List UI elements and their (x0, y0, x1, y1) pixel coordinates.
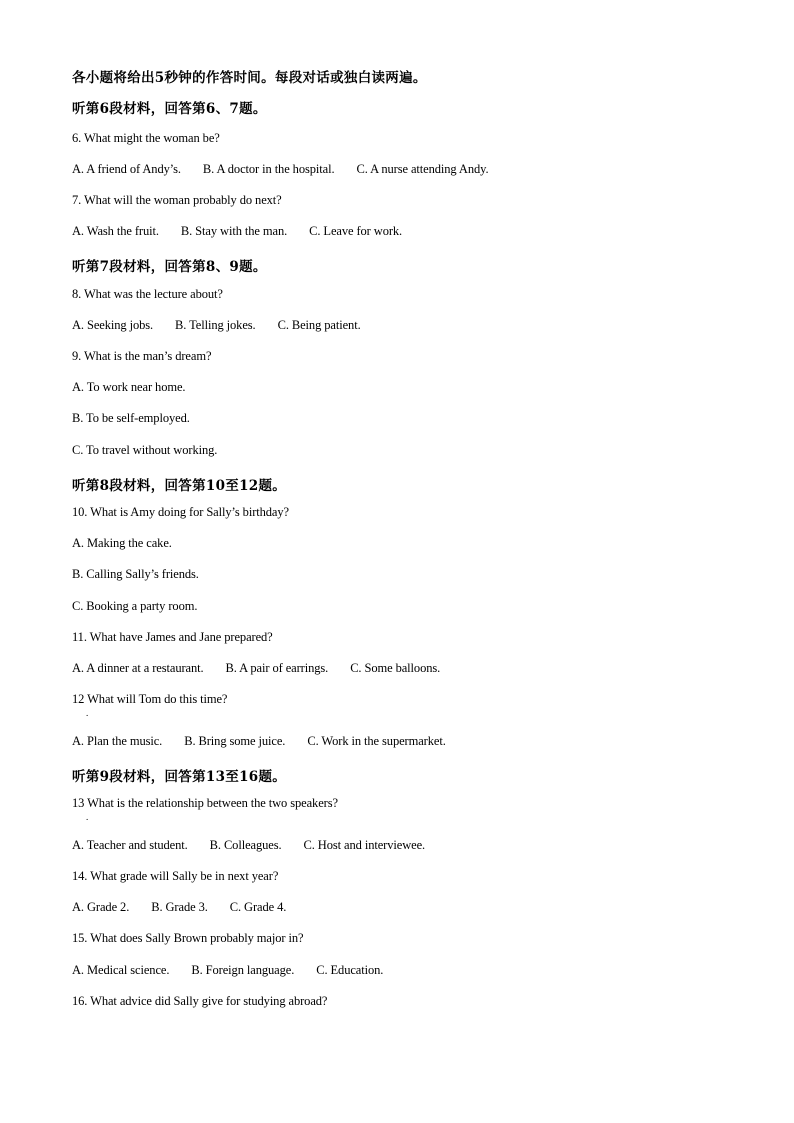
option-a: A. A friend of Andy’s. (72, 162, 181, 176)
option-a: A. Grade 2. (72, 900, 130, 914)
option-b: B. A pair of earrings. (225, 661, 329, 675)
section-heading: 听第9段材料，回答第13至16题。 (72, 769, 287, 785)
option-b: B. Bring some juice. (184, 734, 286, 748)
option-b: B. Stay with the man. (180, 224, 288, 238)
intro-text: 各小题将给出5秒钟的作答时间。每段对话或独白读两遍。 (72, 70, 427, 86)
question-11-options (72, 661, 440, 676)
question-15: 15. What does Sally Brown probably major in? (72, 931, 304, 945)
section-heading: 听第8段材料，回答第10至12题。 (72, 478, 287, 494)
question-14: 14. What grade will Sally be in next year? (72, 869, 279, 883)
option-c: C. Grade 4. (229, 900, 287, 914)
option-c: C. Some balloons. (350, 661, 441, 675)
question-10-option-b: B. Calling Sally’s friends. (72, 567, 199, 581)
question-10: 10. What is Amy doing for Sally’s birthday? (72, 505, 289, 519)
question-9-option-c: C. To travel without working. (72, 443, 218, 457)
question-13: 13 What is the relationship between the two speakers? (72, 796, 338, 810)
option-b: B. Telling jokes. (175, 318, 256, 332)
question-16: 16. What advice did Sally give for studying abroad? (72, 994, 328, 1008)
option-a: A. Plan the music. (72, 734, 163, 748)
option-a: A. Wash the fruit. (72, 224, 159, 238)
question-15-options (72, 963, 383, 978)
question-11: 11. What have James and Jane prepared? (72, 630, 273, 644)
option-a: A. Medical science. (72, 963, 170, 977)
stray-dot: . (86, 708, 89, 718)
question-12: 12 What will Tom do this time? (72, 692, 228, 706)
option-c: C. Education. (316, 963, 384, 977)
option-c: C. Being patient. (277, 318, 361, 332)
question-9: 9. What is the man’s dream? (72, 349, 212, 363)
question-10-option-c: C. Booking a party room. (72, 599, 198, 613)
question-6-options (72, 162, 489, 177)
question-8: 8. What was the lecture about? (72, 287, 223, 301)
question-13-options (72, 838, 425, 853)
question-6: 6. What might the woman be? (72, 131, 220, 145)
option-a: A. A dinner at a restaurant. (72, 661, 204, 675)
stray-dot: . (86, 812, 89, 822)
option-b: B. Colleagues. (209, 838, 282, 852)
section-heading: 听第7段材料，回答第8、9题。 (72, 259, 267, 275)
option-a: A. Teacher and student. (72, 838, 188, 852)
option-c: C. Leave for work. (309, 224, 403, 238)
question-10-option-a: A. Making the cake. (72, 536, 172, 550)
question-7: 7. What will the woman probably do next? (72, 193, 282, 207)
option-c: C. Work in the supermarket. (307, 734, 446, 748)
question-14-options (72, 900, 286, 915)
option-a: A. Seeking jobs. (72, 318, 154, 332)
option-b: B. Foreign language. (191, 963, 295, 977)
question-8-options (72, 318, 361, 333)
option-c: C. Host and interviewee. (303, 838, 426, 852)
question-7-options (72, 224, 402, 239)
question-9-option-b: B. To be self-employed. (72, 411, 190, 425)
question-12-options (72, 734, 446, 749)
option-c: C. A nurse attending Andy. (356, 162, 489, 176)
section-heading: 听第6段材料，回答第6、7题。 (72, 101, 267, 117)
option-b: B. A doctor in the hospital. (202, 162, 335, 176)
question-9-option-a: A. To work near home. (72, 380, 186, 394)
option-b: B. Grade 3. (151, 900, 208, 914)
